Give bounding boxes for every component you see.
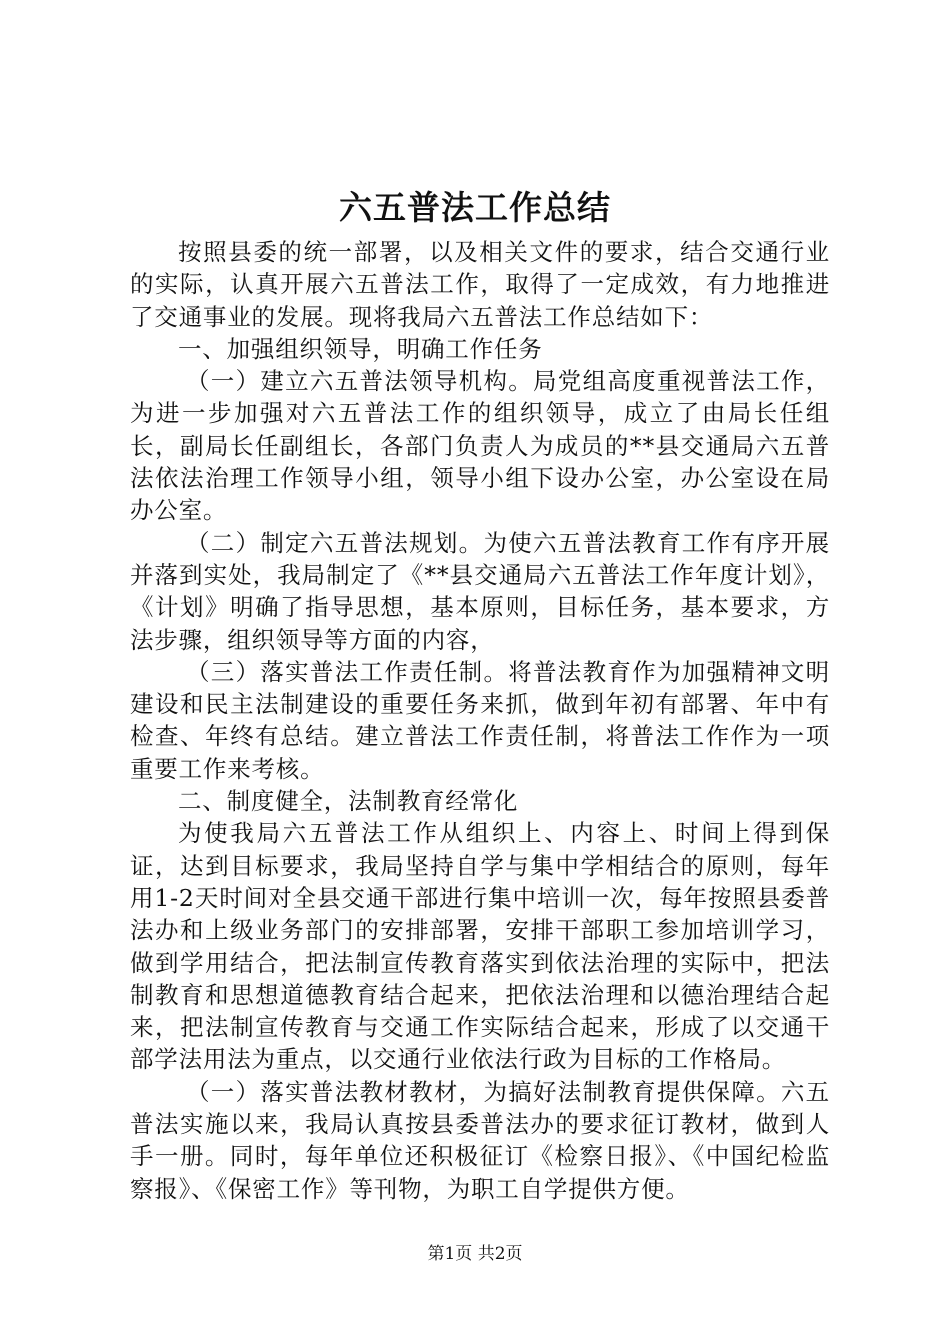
section-paragraph-2: 为使我局六五普法工作从组织上、内容上、时间上得到保证，达到目标要求，我局坚持自学与集中学相结合的原则，每年用1-2天时间对全县交通干部进行集中培训一次，每年按照县委普法办和上级业务部门的安排部署，安排干部职工参加培训学习，做到学用结合，把法制宣传教育落实到依法治理的实际中，把法制教育和思想道德教育结合起来，把依法治理和以德治理结合起来，把法制宣传教育与交通工作实际结合起来，形成了以交通干部学法用法为重点，以交通行业依法行政为目标的工作格局。 — [130, 819, 830, 1074]
subsection-paragraph-1-1: （一）建立六五普法领导机构。局党组高度重视普法工作，为进一步加强对六五普法工作的组织领导，成立了由局长任组长，副局长任副组长，各部门负责人为成员的**县交通局六五普法依法治理工作领导小组，领导小组下设办公室，办公室设在局办公室。 — [130, 367, 830, 525]
subsection-paragraph-1-2: （二）制定六五普法规划。为使六五普法教育工作有序开展并落到实处，我局制定了《**县交通局六五普法工作年度计划》，《计划》明确了指导思想，基本原则，目标任务，基本要求，方法步骤，组织领导等方面的内容， — [130, 528, 830, 654]
document-body — [130, 236, 830, 1205]
section-heading-1: 一、加强组织领导，明确工作任务 — [178, 334, 543, 363]
subsection-paragraph-2-1: （一）落实普法教材教材，为搞好法制教育提供保障。六五普法实施以来，我局认真按县委普法办的要求征订教材，做到人手一册。同时，每年单位还积极征订《检察日报》、《中国纪检监察报》、《保密工作》等刊物，为职工自学提供方便。 — [130, 1077, 830, 1203]
intro-paragraph: 按照县委的统一部署，以及相关文件的要求，结合交通行业的实际，认真开展六五普法工作，取得了一定成效，有力地推进了交通事业的发展。现将我局六五普法工作总结如下： — [130, 238, 830, 331]
document-title: 六五普法工作总结 — [339, 188, 611, 227]
page-footer: 第1页 共2页 — [427, 1244, 523, 1264]
section-heading-2: 二、制度健全，法制教育经常化 — [178, 787, 519, 816]
subsection-paragraph-1-3: （三）落实普法工作责任制。将普法教育作为加强精神文明建设和民主法制建设的重要任务来抓，做到年初有部署、年中有检查、年终有总结。建立普法工作责任制，将普法工作作为一项重要工作来考核。 — [130, 657, 830, 783]
